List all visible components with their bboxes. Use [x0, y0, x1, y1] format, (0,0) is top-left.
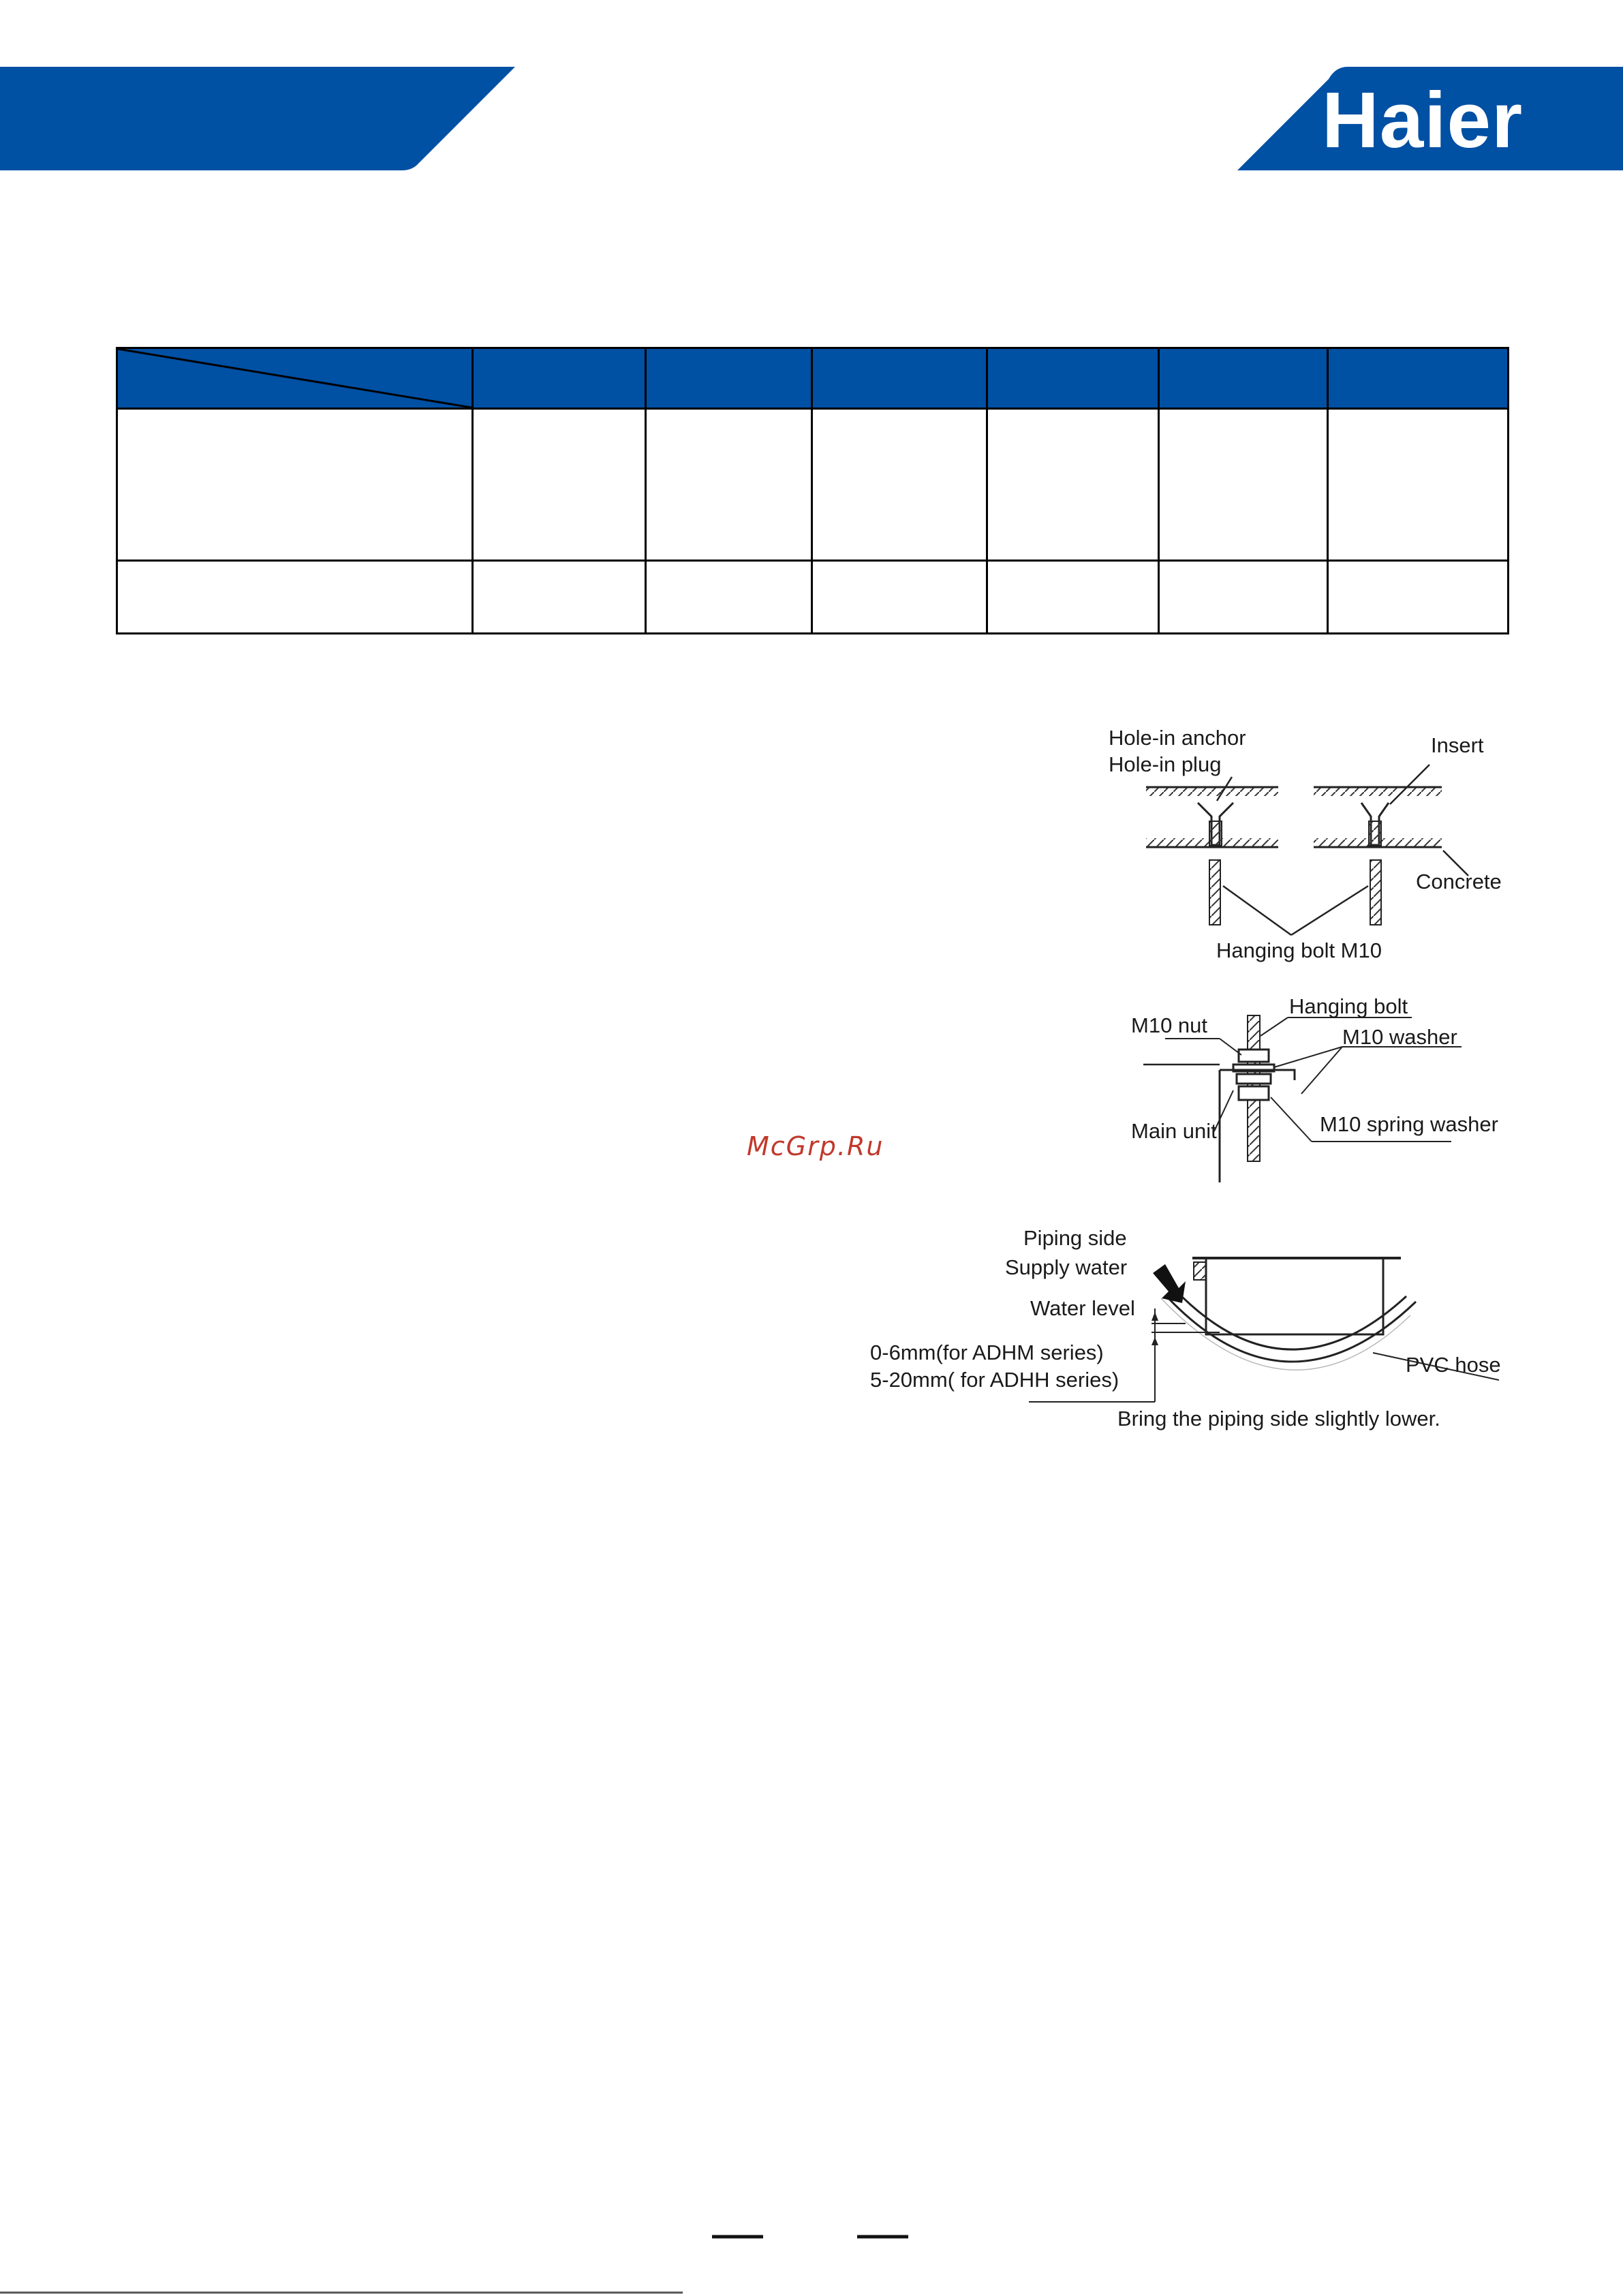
- haier-logo: Haier: [1322, 76, 1524, 164]
- label-supply-water: Supply water: [1005, 1255, 1128, 1279]
- drain-figure-caption: Bring the piping side slightly lower.: [1117, 1407, 1440, 1430]
- label-m10-nut: M10 nut: [1131, 1013, 1208, 1037]
- label-range-adhm: 0-6mm(for ADHM series): [870, 1341, 1104, 1364]
- label-concrete: Concrete: [1416, 870, 1502, 893]
- label-m10-washer: M10 washer: [1342, 1025, 1457, 1049]
- label-piping-side: Piping side: [1023, 1226, 1127, 1250]
- label-water-level: Water level: [1030, 1296, 1135, 1320]
- label-hanging-bolt: Hanging bolt: [1289, 994, 1408, 1018]
- label-main-unit: Main unit: [1131, 1119, 1217, 1143]
- label-range-adhh: 5-20mm( for ADHH series): [870, 1368, 1119, 1392]
- label-pvc-hose: PVC hose: [1406, 1353, 1501, 1377]
- label-hole-in-plug: Hole-in plug: [1109, 752, 1222, 776]
- label-m10-spring-washer: M10 spring washer: [1320, 1112, 1498, 1136]
- label-hole-in-anchor: Hole-in anchor: [1109, 726, 1246, 750]
- label-insert: Insert: [1431, 733, 1484, 757]
- watermark: McGrp.Ru: [747, 1131, 884, 1161]
- label-hanging-bolt-m10: Hanging bolt M10: [1216, 938, 1382, 962]
